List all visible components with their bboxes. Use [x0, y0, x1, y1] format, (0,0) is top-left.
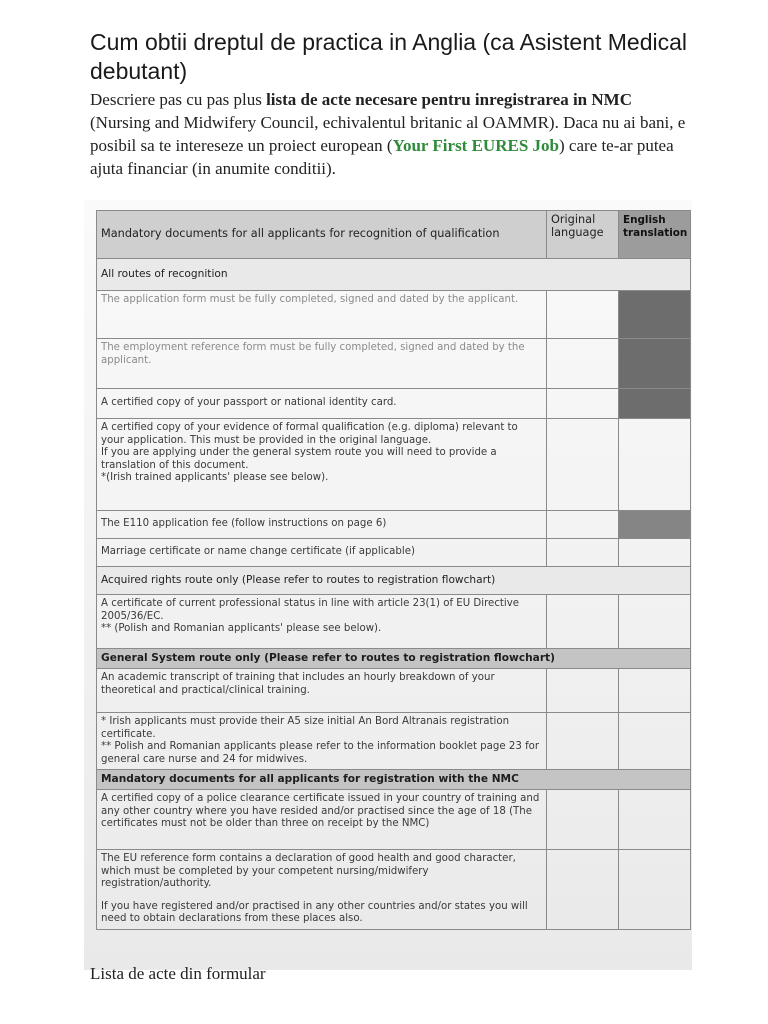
checkbox-cell: [547, 595, 619, 649]
shaded-cell: [619, 389, 691, 419]
table-row: [97, 713, 691, 770]
table-header-row: [97, 211, 691, 259]
intro-text-2: (Nursing and Midwifery Council, echivalentul britanic al OAMMR). Daca nu ai bani, e posibil sa te intereseze un proiect european (: [90, 113, 686, 155]
row-professional-status: [97, 595, 547, 649]
header-documents: Mandatory documents for all applicants for recognition of qualification: [97, 211, 547, 259]
intro-text-1: Descriere pas cu pas plus: [90, 90, 267, 109]
table-row: [97, 669, 691, 713]
checkbox-cell: [547, 539, 619, 567]
row-eu-reference-line-2: If you have registered and/or practised in any other countries and/or states you will need to obtain declarations from these places also.: [101, 900, 528, 924]
row-application-form: The application form must be fully completed, signed and dated by the applicant.: [97, 291, 547, 339]
header-original-language: Original language: [547, 211, 619, 259]
checkbox-cell: [619, 419, 691, 511]
row-notes-line-1: * Irish applicants must provide their A5 size initial An Bord Altranais registration certificate.: [101, 716, 510, 740]
row-professional-status-line-2: ** (Polish and Romanian applicants' please see below).: [101, 623, 382, 634]
row-eu-reference-line-1: The EU reference form contains a declaration of good health and good character, which must be completed by your competent nursing/midwifery registration/authority.: [101, 853, 516, 889]
checkbox-cell: [547, 669, 619, 713]
row-e110-fee: The E110 application fee (follow instructions on page 6): [97, 511, 547, 539]
row-employment-reference: The employment reference form must be fully completed, signed and dated by the applicant.: [97, 339, 547, 389]
row-qualification-line-1: A certified copy of your evidence of formal qualification (e.g. diploma) relevant to your application. This must be provided in the original language.: [101, 422, 518, 446]
checkbox-cell: [619, 669, 691, 713]
row-police-clearance: A certified copy of a police clearance certificate issued in your country of training and any other country where you have resided and/or practised since the age of 18 (The certificates must not be older than three on receipt by the NMC): [97, 790, 547, 850]
row-passport: A certified copy of your passport or national identity card.: [97, 389, 547, 419]
section-row: [97, 649, 691, 669]
table-row: [97, 339, 691, 389]
image-caption: Lista de acte din formular: [90, 964, 266, 983]
row-qualification-evidence: [97, 419, 547, 511]
checkbox-cell: [547, 291, 619, 339]
checkbox-cell: [547, 511, 619, 539]
row-academic-transcript: An academic transcript of training that includes an hourly breakdown of your theoretical and practical/clinical training.: [97, 669, 547, 713]
intro-text-3: ) care te-ar putea ajuta financiar (in anumite conditii).: [90, 136, 674, 178]
row-qualification-line-2: If you are applying under the general system route you will need to provide a translation of this document.: [101, 447, 497, 471]
section-all-routes: All routes of recognition: [97, 259, 691, 291]
section-row: [97, 567, 691, 595]
eures-link[interactable]: Your First EURES Job: [392, 136, 559, 155]
checkbox-cell: [547, 850, 619, 930]
row-notes: [97, 713, 547, 770]
checkbox-cell: [547, 339, 619, 389]
requirements-table: [96, 210, 691, 930]
row-professional-status-line-1: A certificate of current professional status in line with article 23(1) of EU Directive 2005/36/EC.: [101, 598, 520, 622]
table-row: [97, 419, 691, 511]
row-eu-reference: [97, 850, 547, 930]
row-notes-line-2: ** Polish and Romanian applicants please refer to the information booklet page 23 for general care nurse and 24 for midwives.: [101, 741, 540, 765]
checkbox-cell: [619, 850, 691, 930]
checkbox-cell: [547, 713, 619, 770]
table-row: [97, 539, 691, 567]
row-marriage-certificate: Marriage certificate or name change certificate (if applicable): [97, 539, 547, 567]
checkbox-cell: [547, 790, 619, 850]
checkbox-cell: [619, 790, 691, 850]
checkbox-cell: [547, 419, 619, 511]
checkbox-cell: [619, 595, 691, 649]
section-row: [97, 770, 691, 790]
row-qualification-line-3: *(Irish trained applicants' please see below).: [101, 472, 329, 483]
table-row: [97, 291, 691, 339]
shaded-cell: [619, 339, 691, 389]
table-row: [97, 389, 691, 419]
table-row: [97, 595, 691, 649]
shaded-cell: [619, 511, 691, 539]
shaded-cell: [619, 291, 691, 339]
section-acquired-rights: Acquired rights route only (Please refer to routes to registration flowchart): [97, 567, 691, 595]
table-row: [97, 790, 691, 850]
section-general-system: General System route only (Please refer to routes to registration flowchart): [97, 649, 691, 669]
checkbox-cell: [547, 389, 619, 419]
article-intro: [90, 88, 690, 180]
table-row: [97, 850, 691, 930]
section-nmc-registration: Mandatory documents for all applicants for registration with the NMC: [97, 770, 691, 790]
section-row: [97, 259, 691, 291]
intro-bold-text: lista de acte necesare pentru inregistrarea in NMC: [266, 90, 632, 109]
checkbox-cell: [619, 539, 691, 567]
header-english-translation: English translation: [619, 211, 691, 259]
table-row: [97, 511, 691, 539]
checkbox-cell: [619, 713, 691, 770]
article-title: Cum obtii dreptul de practica in Anglia (ca Asistent Medical debutant): [90, 29, 688, 84]
